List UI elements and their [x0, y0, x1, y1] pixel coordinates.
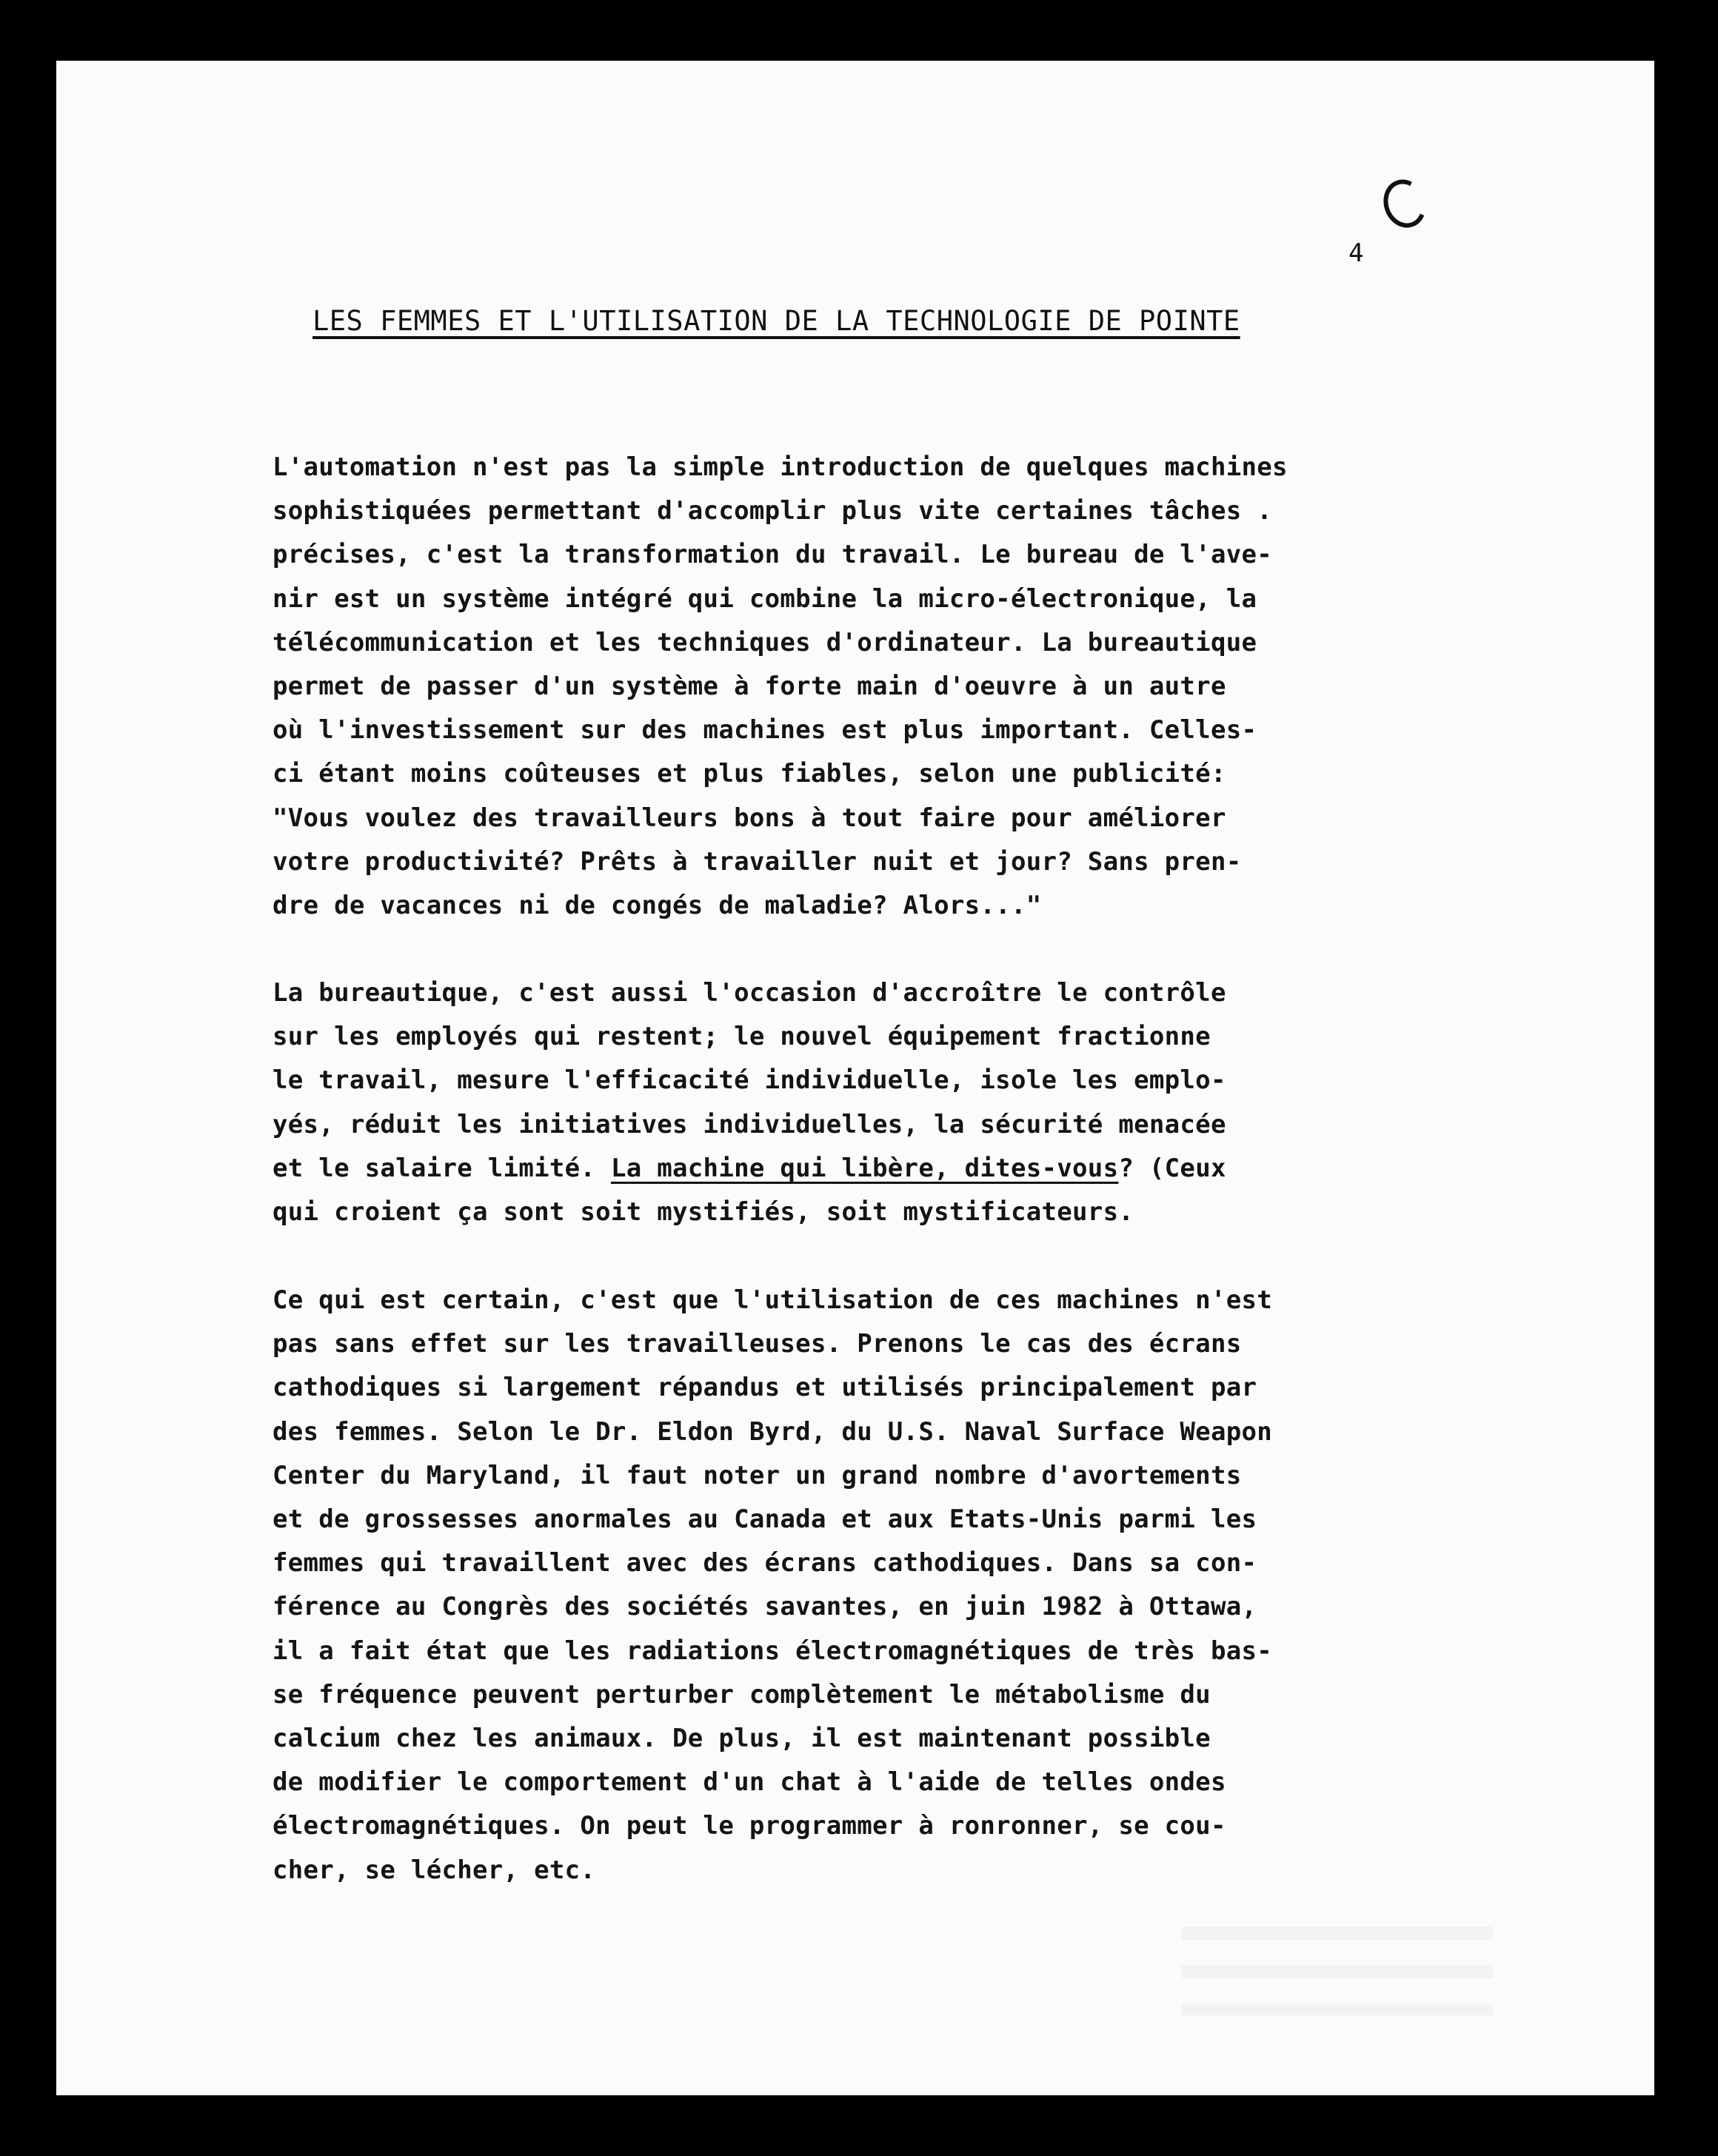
text-line: yés, réduit les initiatives individuelles, la sécurité menacée — [273, 1109, 1226, 1139]
bleed-through-shadow — [1182, 1926, 1493, 2015]
text-line: permet de passer d'un système à forte main d'oeuvre à un autre — [273, 672, 1226, 702]
text-line: "Vous voulez des travailleurs bons à tout faire pour améliorer — [273, 803, 1226, 833]
text-line: férence au Congrès des sociétés savantes, en juin 1982 à Ottawa, — [273, 1592, 1257, 1622]
text-line: dre de vacances ni de congés de maladie? Alors..." — [273, 891, 1042, 921]
punch-hole-mark — [1377, 173, 1432, 233]
text-line: Ce qui est certain, c'est que l'utilisation de ces machines n'est — [273, 1285, 1273, 1315]
text-line: ci étant moins coûteuses et plus fiables, selon une publicité: — [273, 759, 1226, 789]
text-line: télécommunication et les techniques d'ordinateur. La bureautique — [273, 627, 1257, 657]
text-line: cathodiques si largement répandus et utilisés principalement par — [273, 1373, 1257, 1403]
text-line: La bureautique, c'est aussi l'occasion d'accroître le contrôle — [273, 978, 1226, 1008]
page-number: 4 — [1348, 238, 1364, 268]
document-title: LES FEMMES ET L'UTILISATION DE LA TECHNOLOGIE DE POINTE — [312, 305, 1240, 337]
document-page — [56, 61, 1654, 2095]
text-line: cher, se lécher, etc. — [273, 1855, 596, 1885]
text-line: de modifier le comportement d'un chat à l'aide de telles ondes — [273, 1767, 1226, 1798]
text-line: sur les employés qui restent; le nouvel équipement fractionne — [273, 1022, 1211, 1052]
paragraph-1 — [273, 446, 1487, 928]
text-line: calcium chez les animaux. De plus, il est maintenant possible — [273, 1724, 1211, 1754]
text-line: des femmes. Selon le Dr. Eldon Byrd, du U.S. Naval Surface Weapon — [273, 1416, 1273, 1447]
text-line — [273, 1147, 1487, 1191]
text-line: et de grossesses anormales au Canada et aux Etats-Unis parmi les — [273, 1504, 1257, 1535]
text-line: où l'investissement sur des machines est plus important. Celles- — [273, 715, 1257, 746]
text-line: électromagnétiques. On peut le programmer à ronronner, se cou- — [273, 1811, 1226, 1841]
text-line: se fréquence peuvent perturber complètement le métabolisme du — [273, 1679, 1211, 1710]
text-line: L'automation n'est pas la simple introduction de quelques machines — [273, 452, 1288, 482]
paragraph-3 — [273, 1279, 1487, 1892]
text-segment: et le salaire limité. — [273, 1153, 611, 1183]
text-line: le travail, mesure l'efficacité individuelle, isole les emplo- — [273, 1065, 1226, 1096]
text-line: qui croient ça sont soit mystifiés, soit mystificateurs. — [273, 1197, 1134, 1228]
text-line: femmes qui travaillent avec des écrans cathodiques. Dans sa con- — [273, 1548, 1257, 1578]
text-line: pas sans effet sur les travailleuses. Prenons le cas des écrans — [273, 1329, 1242, 1359]
text-line: précises, c'est la transformation du travail. Le bureau de l'ave- — [273, 540, 1273, 570]
text-line: nir est un système intégré qui combine la micro-électronique, la — [273, 583, 1257, 614]
text-line: Center du Maryland, il faut noter un grand nombre d'avortements — [273, 1460, 1242, 1490]
text-line: sophistiquées permettant d'accomplir plus vite certaines tâches . — [273, 496, 1273, 526]
paragraph-2 — [273, 971, 1487, 1234]
text-line: il a fait état que les radiations électromagnétiques de très bas- — [273, 1636, 1273, 1666]
text-line: votre productivité? Prêts à travailler nuit et jour? Sans pren- — [273, 846, 1242, 877]
underlined-phrase: La machine qui libère, dites-vous — [610, 1153, 1119, 1183]
text-segment: ? (Ceux — [1118, 1153, 1226, 1183]
